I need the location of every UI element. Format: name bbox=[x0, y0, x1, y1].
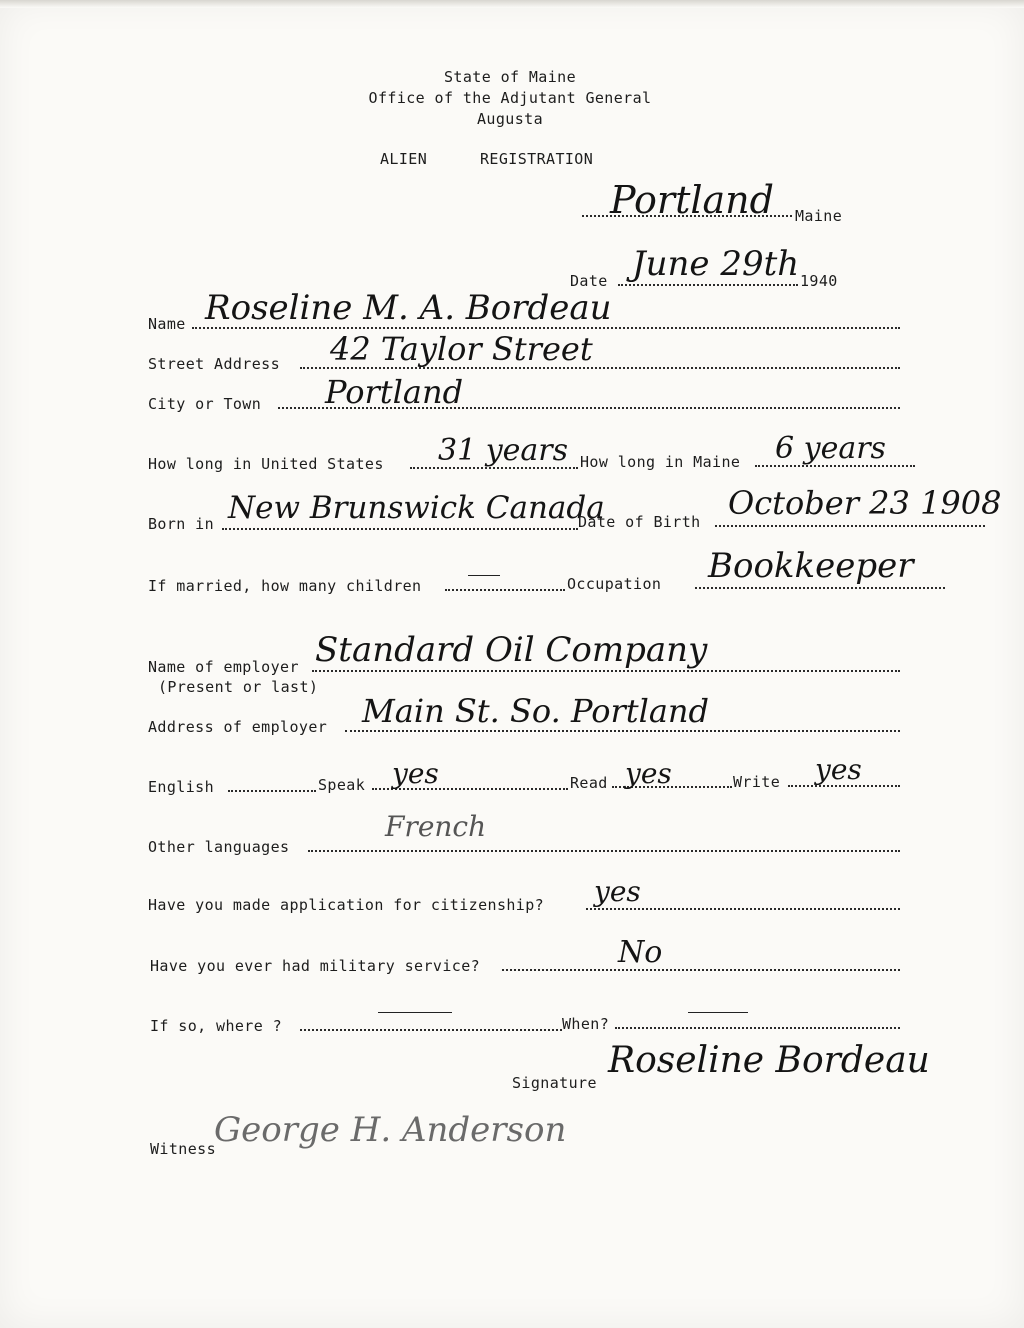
where-line bbox=[300, 1029, 562, 1031]
witness-value: George H. Anderson bbox=[214, 1110, 567, 1150]
children-label: If married, how many children bbox=[148, 577, 422, 595]
write-label: Write bbox=[733, 773, 781, 791]
when-dash bbox=[688, 1012, 748, 1013]
signature-label: Signature bbox=[512, 1074, 597, 1092]
read-label: Read bbox=[570, 774, 608, 792]
place-suffix: Maine bbox=[795, 207, 843, 225]
header-state: State of Maine bbox=[443, 68, 577, 86]
employer-label: Name of employer bbox=[148, 658, 299, 676]
occupation-line bbox=[695, 587, 945, 589]
write-value: yes bbox=[815, 753, 862, 786]
born-value: New Brunswick Canada bbox=[228, 490, 605, 526]
header-city: Augusta bbox=[476, 110, 543, 128]
date-label: Date bbox=[570, 272, 608, 290]
scan-edge bbox=[0, 0, 1024, 8]
street-label: Street Address bbox=[148, 355, 281, 373]
military-value: No bbox=[618, 935, 663, 970]
english-label: English bbox=[148, 778, 215, 796]
read-value: yes bbox=[625, 757, 672, 790]
city-value: Portland bbox=[325, 373, 464, 411]
where-dash bbox=[378, 1012, 452, 1013]
occupation-value: Bookkeeper bbox=[708, 546, 914, 586]
witness-label: Witness bbox=[150, 1140, 217, 1158]
header-office: Office of the Adjutant General bbox=[368, 89, 652, 107]
speak-value: yes bbox=[392, 757, 439, 790]
where-label: If so, where ? bbox=[150, 1017, 283, 1035]
signature-value: Roseline Bordeau bbox=[608, 1040, 930, 1081]
other-lang-line bbox=[308, 850, 900, 852]
form-title-alien: ALIEN bbox=[380, 150, 428, 168]
born-label: Born in bbox=[148, 515, 215, 533]
when-line bbox=[615, 1027, 900, 1029]
other-lang-label: Other languages bbox=[148, 838, 290, 856]
citizenship-label: Have you made application for citizenship? bbox=[148, 896, 545, 914]
maine-years-label: How long in Maine bbox=[580, 453, 741, 471]
employer-address-value: Main St. So. Portland bbox=[362, 692, 710, 730]
maine-years-value: 6 years bbox=[775, 431, 886, 466]
employer-line bbox=[312, 670, 900, 672]
dob-line bbox=[715, 525, 985, 527]
when-label: When? bbox=[562, 1015, 610, 1033]
other-lang-value: French bbox=[385, 810, 487, 843]
dob-label: Date of Birth bbox=[578, 513, 701, 531]
speak-label: Speak bbox=[318, 776, 366, 794]
us-years-value: 31 years bbox=[438, 433, 569, 468]
employer-address-label: Address of employer bbox=[148, 718, 328, 736]
employer-address-line bbox=[345, 730, 900, 732]
name-label: Name bbox=[148, 315, 186, 333]
children-line bbox=[445, 589, 565, 591]
us-years-label: How long in United States bbox=[148, 455, 384, 473]
military-line bbox=[502, 969, 900, 971]
born-line bbox=[222, 528, 578, 530]
dob-value: October 23 1908 bbox=[728, 484, 1002, 522]
citizenship-value: yes bbox=[594, 875, 641, 908]
date-year: 1940 bbox=[800, 272, 838, 290]
date-line bbox=[618, 284, 798, 286]
city-label: City or Town bbox=[148, 395, 262, 413]
occupation-label: Occupation bbox=[567, 575, 662, 593]
street-value: 42 Taylor Street bbox=[330, 330, 593, 368]
english-dots bbox=[228, 790, 316, 792]
military-label: Have you ever had military service? bbox=[150, 957, 481, 975]
children-dash bbox=[468, 575, 500, 576]
citizenship-line bbox=[586, 908, 900, 910]
name-value: Roseline M. A. Bordeau bbox=[205, 288, 612, 328]
place-written: Portland bbox=[610, 178, 774, 222]
date-written: June 29th bbox=[632, 244, 800, 284]
employer-value: Standard Oil Company bbox=[315, 630, 708, 670]
form-title-registration: REGISTRATION bbox=[480, 150, 594, 168]
employer-sublabel: (Present or last) bbox=[158, 678, 319, 696]
